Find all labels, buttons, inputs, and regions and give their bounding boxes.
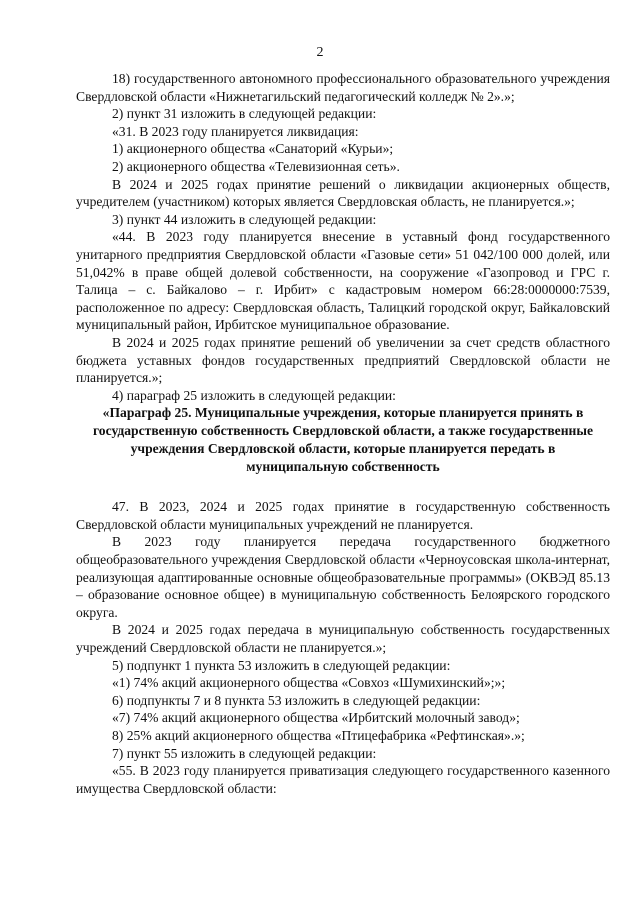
page-number: 2	[316, 45, 324, 60]
document-body	[76, 70, 610, 797]
paragraph-53-7: «7) 74% акций акционерного общества «Ирбитский молочный завод»;	[112, 710, 520, 726]
paragraph-53-8: 8) 25% акций акционерного общества «Птицефабрика «Рефтинская».»;	[112, 728, 525, 743]
paragraph-item-4: 4) параграф 25 изложить в следующей редакции:	[112, 387, 396, 403]
paragraph-44-tail: В 2024 и 2025 годах принятие решений об увеличении за счет средств областного бюджета уставных фондов государственных предприятий Свердловской области не планируется.»;	[76, 334, 610, 386]
section-heading: «Параграф 25. Муниципальные учреждения, которые планируется принять в государственную собственность Свердловской области, а также государственные учреждения Свердловской области, которые планируется передать в муниципальную собственность	[92, 405, 594, 475]
paragraph-47-transfer: В 2023 году планируется передача государственного бюджетного общеобразовательного учреждения Свердловской области «Черноусовская школа-интернат, реализующая адаптированные основные общеобразовательные программы» (ОКВЭД 85.13 – образование основное общее) в муниципальную собственность Белоярского городского округа.	[76, 534, 610, 620]
paragraph-47: 47. В 2023, 2024 и 2025 годах принятие в государственную собственность Свердловской области муниципальных учреждений не планируется.	[76, 499, 610, 532]
paragraph-31-2: 2) акционерного общества «Телевизионная сеть».	[112, 158, 400, 174]
paragraph-44: «44. В 2023 году планируется внесение в уставный фонд государственного унитарного предприятия Свердловской области «Газовые сети» 51 042/100 000 долей, или 51,042% в праве общей долевой собственности, на сооружение «Газопровод и ГРС г. Талица – с. Байкалово – г. Ирбит» с кадастровым номером 66:28:0000000:7539, расположенное по адресу: Свердловская область, Талицкий городской округ, Байкаловский муниципальный район, Ирбитское муниципальное образование.	[76, 229, 610, 333]
paragraph-55: «55. В 2023 году планируется приватизация следующего государственного казенного имущества Свердловской области:	[76, 763, 610, 796]
paragraph-18: 18) государственного автономного профессионального образовательного учреждения Свердловской области «Нижнетагильский педагогический колледж № 2».»;	[76, 71, 610, 104]
spacer	[76, 476, 610, 498]
paragraph-53-1: «1) 74% акций акционерного общества «Совхоз «Шумихинский»;»;	[112, 675, 506, 691]
paragraph-item-6: 6) подпункты 7 и 8 пункта 53 изложить в следующей редакции:	[112, 692, 481, 708]
paragraph-item-3: 3) пункт 44 изложить в следующей редакции:	[112, 211, 377, 227]
paragraph-item-5: 5) подпункт 1 пункта 53 изложить в следующей редакции:	[112, 657, 451, 673]
paragraph-31-tail: В 2024 и 2025 годах принятие решений о ликвидации акционерных обществ, учредителем (участником) которых является Свердловская область, не планируется.»;	[76, 176, 610, 210]
paragraph-31: «31. В 2023 году планируется ликвидация:	[112, 123, 359, 139]
paragraph-31-1: 1) акционерного общества «Санаторий «Курьи»;	[112, 141, 394, 157]
paragraph-47-tail: В 2024 и 2025 годах передача в муниципальную собственность государственных учреждений Свердловской области не планируется.»;	[76, 622, 610, 656]
paragraph-item-2: 2) пункт 31 изложить в следующей редакции:	[112, 106, 377, 122]
paragraph-item-7: 7) пункт 55 изложить в следующей редакции:	[112, 745, 377, 761]
